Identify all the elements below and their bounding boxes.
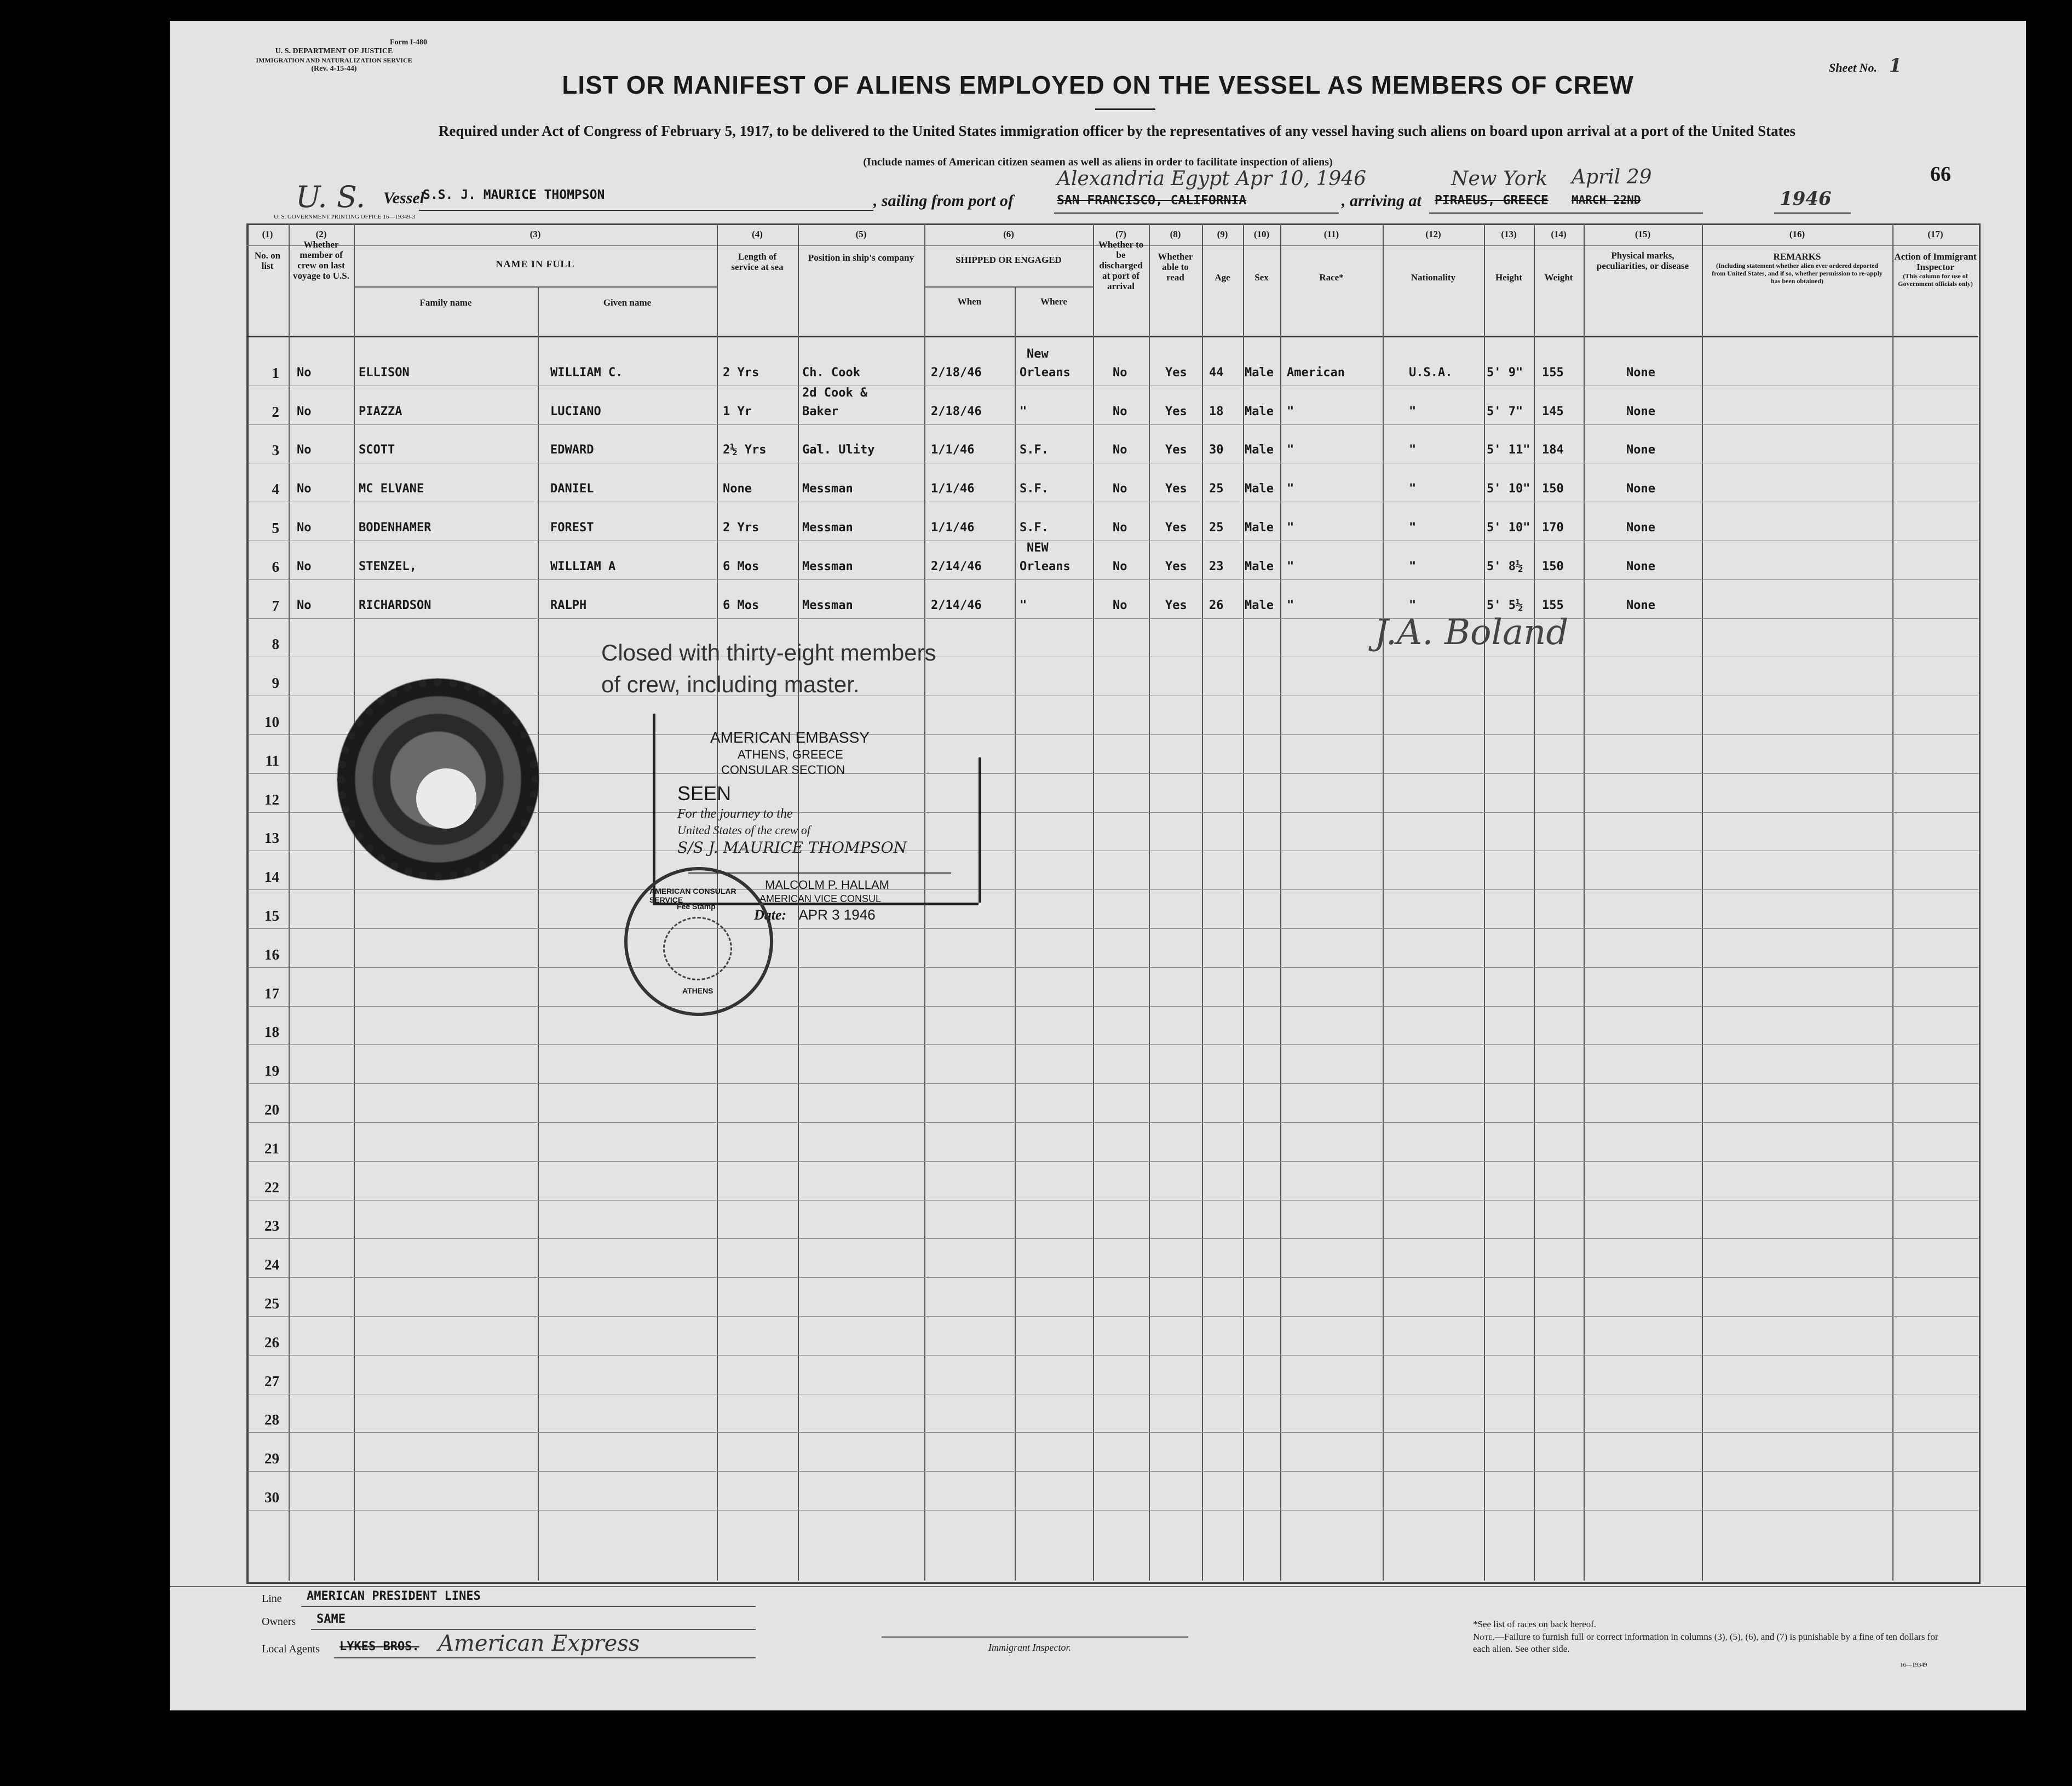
cell-nationality: "	[1409, 559, 1417, 573]
stamp-line2: ATHENS, GREECE	[738, 748, 843, 761]
col2-header: (2) Whether member of crew on last voyage to U.S.	[293, 229, 349, 281]
sheet-label: Sheet No.	[1829, 61, 1877, 74]
cell-physical-marks: None	[1626, 365, 1655, 380]
cell-able-to-read: Yes	[1165, 521, 1187, 535]
cell-physical-marks: None	[1626, 521, 1655, 535]
agents-label: Local Agents	[262, 1643, 320, 1655]
cell-shipped-when: 1/1/46	[931, 443, 975, 457]
revision: (Rev. 4-15-44)	[311, 65, 357, 73]
cell-shipped-where: Orleans	[1020, 559, 1070, 573]
cell-shipped-when: 2/18/46	[931, 365, 982, 380]
col5-header: (5) Position in ship's company	[808, 229, 914, 263]
cell-service: 2 Yrs	[723, 365, 759, 380]
cell-given-name: WILLIAM A	[550, 559, 616, 573]
cell-height: 5' 8½	[1487, 559, 1523, 573]
row-number: 29	[264, 1450, 279, 1467]
col4-header: (4) Length of service at sea	[731, 229, 784, 272]
page-title: LIST OR MANIFEST OF ALIENS EMPLOYED ON THE VESSEL AS MEMBERS OF CREW	[562, 71, 1634, 99]
col9-header: (9) Age	[1215, 229, 1230, 283]
row-rule	[248, 424, 1978, 425]
col17-header: (17) Action of Immigrant Inspector (This column for use of Government officials only)	[1894, 229, 1977, 288]
cell-weight: 150	[1542, 559, 1564, 573]
fee-stamp-outer: AMERICAN CONSULAR SERVICE	[649, 887, 736, 904]
vessel-hand-prefix: U. S.	[296, 180, 366, 214]
cell-physical-marks: None	[1626, 404, 1655, 418]
row-number: 30	[264, 1489, 279, 1506]
cell-weight: 155	[1542, 365, 1564, 380]
cell-family-name: PIAZZA	[359, 404, 402, 418]
col-divider	[1584, 223, 1585, 1581]
service: IMMIGRATION AND NATURALIZATION SERVICE	[256, 56, 412, 64]
cell-position-line1: 2d Cook &	[802, 386, 868, 400]
row-rule	[248, 1355, 1978, 1356]
owners-underline	[311, 1629, 756, 1630]
stamp-seen: SEEN	[677, 782, 732, 805]
form-code: 16—19349	[1900, 1662, 1927, 1668]
cell-able-to-read: Yes	[1165, 559, 1187, 573]
row-rule	[248, 1471, 1978, 1472]
page-subtitle: Required under Act of Congress of February 5, 1917, to be delivered to the United States immigration officer by the representatives of any vessel having such aliens on board upon arrival at a port of the United States	[438, 123, 1796, 139]
department: U. S. DEPARTMENT OF JUSTICE	[275, 47, 393, 55]
row-number: 27	[264, 1372, 279, 1389]
row-number: 16	[264, 946, 279, 963]
row-number: 2	[272, 403, 279, 420]
row-number: 20	[264, 1101, 279, 1118]
cell-height: 5' 7"	[1487, 404, 1523, 418]
col-divider	[1484, 223, 1485, 1581]
cell-last-voyage: No	[297, 521, 312, 535]
col-divider	[354, 223, 355, 1581]
page-subtitle-note: (Include names of American citizen seamen as well as aliens in order to facilitate inspection of aliens)	[863, 156, 1333, 168]
vessel-name: S.S. J. MAURICE THOMPSON	[423, 188, 605, 202]
cell-family-name: STENZEL,	[359, 559, 417, 573]
vessel-label: Vessel	[383, 189, 424, 207]
cell-last-voyage: No	[297, 443, 312, 457]
row-rule	[248, 1277, 1978, 1278]
date-handwritten: April 29	[1572, 166, 1652, 188]
row-number: 14	[264, 869, 279, 886]
cell-race: "	[1287, 598, 1294, 612]
cell-height: 5' 9"	[1487, 365, 1523, 380]
corner-number: 66	[1930, 163, 1951, 186]
cell-nationality: "	[1409, 443, 1417, 457]
row-number: 24	[264, 1256, 279, 1273]
cell-service: 2½ Yrs	[723, 443, 767, 457]
cell-weight: 184	[1542, 443, 1564, 457]
cell-sex: Male	[1245, 404, 1274, 418]
row-rule	[248, 1006, 1978, 1007]
stamp-vessel: S/S J. MAURICE THOMPSON	[677, 839, 907, 857]
crew-table	[246, 223, 1981, 1584]
col-divider	[289, 223, 290, 1581]
col-divider	[1243, 223, 1244, 1581]
agents-underline	[334, 1657, 756, 1658]
cell-service: 6 Mos	[723, 559, 759, 573]
row-rule	[248, 889, 1978, 890]
cell-family-name: ELLISON	[359, 365, 410, 380]
cell-race: American	[1287, 365, 1345, 380]
owners-label: Owners	[262, 1616, 296, 1628]
closed-note-line2: of crew, including master.	[601, 671, 860, 697]
cell-race: "	[1287, 404, 1294, 418]
col-divider	[1149, 223, 1150, 1581]
cell-age: 23	[1209, 559, 1224, 573]
fine-note	[1473, 1631, 1944, 1655]
vessel-underline	[419, 210, 873, 211]
row-number: 1	[272, 364, 279, 381]
cell-able-to-read: Yes	[1165, 365, 1187, 380]
cell-discharged: No	[1113, 443, 1127, 457]
cell-age: 44	[1209, 365, 1224, 380]
cell-last-voyage: No	[297, 365, 312, 380]
cell-height: 5' 5½	[1487, 598, 1523, 612]
cell-weight: 155	[1542, 598, 1564, 612]
stamp-date-label: Date:	[754, 907, 787, 923]
cell-age: 25	[1209, 521, 1224, 535]
cell-shipped-where: "	[1020, 598, 1027, 612]
cell-family-name: RICHARDSON	[359, 598, 431, 612]
cell-race: "	[1287, 482, 1294, 496]
manifest-page	[170, 21, 2026, 1710]
cell-last-voyage: No	[297, 598, 312, 612]
cell-position: Ch. Cook	[802, 365, 860, 380]
footer-rule	[170, 1586, 2026, 1587]
row-rule	[248, 1122, 1978, 1123]
cell-discharged: No	[1113, 365, 1127, 380]
cell-position: Messman	[802, 559, 853, 573]
cell-sex: Male	[1245, 559, 1274, 573]
line-underline	[301, 1606, 756, 1607]
cell-last-voyage: No	[297, 404, 312, 418]
row-number: 11	[265, 752, 279, 769]
cell-nationality: "	[1409, 598, 1417, 612]
col13-header: (13) Height	[1495, 229, 1523, 283]
sailing-label: , sailing from port of	[873, 192, 1014, 210]
row-rule	[248, 1510, 1978, 1511]
cell-position: Messman	[802, 482, 853, 496]
cell-sex: Male	[1245, 482, 1274, 496]
stamp-line3: CONSULAR SECTION	[721, 763, 845, 777]
stamp-officer-title: AMERICAN VICE CONSUL	[759, 893, 882, 904]
sheet-value: 1	[1889, 55, 1902, 77]
row-number: 19	[264, 1063, 279, 1079]
row-number: 17	[264, 985, 279, 1002]
cell-nationality: "	[1409, 521, 1417, 535]
cell-weight: 170	[1542, 521, 1564, 535]
arriving-port: PIRAEUS, GREECE	[1435, 193, 1549, 208]
cell-shipped-where-line1: New	[1027, 347, 1049, 361]
col15-header: (15) Physical marks, peculiarities, or disease	[1596, 229, 1689, 271]
cell-shipped-when: 1/1/46	[931, 521, 975, 535]
cell-nationality: "	[1409, 482, 1417, 496]
line-value: AMERICAN PRESIDENT LINES	[307, 1589, 481, 1603]
cell-race: "	[1287, 559, 1294, 573]
cell-given-name: LUCIANO	[550, 404, 601, 418]
col-divider	[1534, 223, 1535, 1581]
embossed-seal	[334, 675, 542, 883]
row-rule	[248, 928, 1978, 929]
cell-sex: Male	[1245, 598, 1274, 612]
cell-physical-marks: None	[1626, 482, 1655, 496]
closed-note	[601, 637, 936, 700]
row-rule	[248, 1083, 1978, 1084]
cell-discharged: No	[1113, 404, 1127, 418]
cell-physical-marks: None	[1626, 598, 1655, 612]
cell-able-to-read: Yes	[1165, 404, 1187, 418]
row-number: 4	[272, 481, 279, 498]
cell-shipped-when: 2/18/46	[931, 404, 982, 418]
agents-handwritten: American Express	[438, 1631, 640, 1656]
cell-given-name: WILLIAM C.	[550, 365, 623, 380]
cell-given-name: FOREST	[550, 521, 594, 535]
col10-header: (10) Sex	[1253, 229, 1270, 283]
cell-family-name: BODENHAMER	[359, 521, 431, 535]
cell-position: Messman	[802, 521, 853, 535]
cell-height: 5' 10"	[1487, 521, 1530, 535]
cell-race: "	[1287, 443, 1294, 457]
owners-value: SAME	[316, 1612, 346, 1626]
cell-weight: 150	[1542, 482, 1564, 496]
row-number: 3	[272, 442, 279, 459]
row-number: 7	[272, 597, 279, 614]
cell-race: "	[1287, 521, 1294, 535]
cell-discharged: No	[1113, 482, 1127, 496]
col12-header: (12) Nationality	[1411, 229, 1456, 283]
fine-note-text: —Failure to furnish full or correct information in columns (3), (5), (6), and (7) is punishable by a fine of ten dollars for each alien. See other side.	[1473, 1632, 1938, 1654]
shipped-sub-rule	[924, 286, 1093, 288]
date-underline	[1561, 213, 1692, 214]
col6-where-header: Where	[1040, 296, 1067, 307]
row-rule	[248, 1200, 1978, 1201]
cell-position: Baker	[802, 404, 839, 418]
cell-discharged: No	[1113, 559, 1127, 573]
inspector-rule	[882, 1636, 1188, 1638]
row-number: 12	[264, 791, 279, 808]
cell-position: Messman	[802, 598, 853, 612]
cell-last-voyage: No	[297, 482, 312, 496]
cell-able-to-read: Yes	[1165, 443, 1187, 457]
cell-height: 5' 10"	[1487, 482, 1530, 496]
cell-age: 25	[1209, 482, 1224, 496]
col-divider	[1383, 223, 1384, 1581]
fee-stamp-center	[663, 917, 732, 980]
cell-discharged: No	[1113, 521, 1127, 535]
inspector-signature: J.A. Boland	[1374, 612, 1569, 653]
col-divider	[538, 286, 539, 1581]
cell-nationality: "	[1409, 404, 1417, 418]
row-number: 23	[264, 1218, 279, 1234]
cell-height: 5' 11"	[1487, 443, 1530, 457]
arrival-date: MARCH 22ND	[1572, 193, 1641, 206]
title-underline	[1095, 108, 1155, 110]
row-rule	[248, 967, 1978, 968]
cell-service: 6 Mos	[723, 598, 759, 612]
arriving-handwritten: New York	[1451, 168, 1548, 190]
row-number: 28	[264, 1411, 279, 1428]
closed-note-line1: Closed with thirty-eight members	[601, 640, 936, 665]
cell-shipped-where: Orleans	[1020, 365, 1070, 380]
col-divider	[1093, 223, 1094, 1581]
row-number: 9	[272, 675, 279, 692]
stamp-officer: MALCOLM P. HALLAM	[765, 878, 890, 892]
sailing-handwritten: Alexandria Egypt Apr 10, 1946	[1057, 168, 1367, 190]
cell-physical-marks: None	[1626, 443, 1655, 457]
cell-age: 26	[1209, 598, 1224, 612]
cell-shipped-where-line1: NEW	[1027, 541, 1049, 555]
cell-shipped-where: S.F.	[1020, 521, 1049, 535]
stamp-journey1: For the journey to the	[677, 807, 793, 821]
cell-last-voyage: No	[297, 559, 312, 573]
row-number: 15	[264, 908, 279, 924]
form-info	[241, 38, 427, 73]
row-number: 5	[272, 520, 279, 536]
cell-given-name: EDWARD	[550, 443, 594, 457]
row-rule	[248, 1044, 1978, 1045]
cell-able-to-read: Yes	[1165, 598, 1187, 612]
col3-given-header: Given name	[603, 297, 652, 308]
seal-center	[416, 768, 476, 829]
cell-given-name: DANIEL	[550, 482, 594, 496]
cell-sex: Male	[1245, 365, 1274, 380]
fee-stamp-inner: Fee Stamp	[677, 902, 716, 911]
arriving-label: , arriving at	[1342, 192, 1421, 210]
cell-shipped-where: S.F.	[1020, 443, 1049, 457]
inspector-label: Immigrant Inspector.	[988, 1642, 1071, 1653]
cell-weight: 145	[1542, 404, 1564, 418]
stamp-line1: AMERICAN EMBASSY	[710, 729, 870, 746]
cell-service: 1 Yr	[723, 404, 752, 418]
sailing-port: SAN FRANCISCO, CALIFORNIA	[1057, 193, 1247, 208]
row-rule	[248, 618, 1978, 619]
col-divider	[1280, 223, 1281, 1581]
cell-given-name: RALPH	[550, 598, 587, 612]
cell-position: Gal. Ulity	[802, 443, 875, 457]
cell-family-name: MC ELVANE	[359, 482, 424, 496]
col14-header: (14) Weight	[1544, 229, 1573, 283]
arrival-year: 1946	[1780, 188, 1832, 210]
agents-typed: LYKES BROS.	[339, 1640, 419, 1653]
col8-header: (8) Whether able to read	[1158, 229, 1193, 283]
header-bottom-rule	[246, 336, 1978, 337]
name-sub-rule	[354, 286, 717, 288]
sailing-underline	[1054, 213, 1339, 214]
cell-age: 30	[1209, 443, 1224, 457]
fee-stamp-bottom: ATHENS	[682, 986, 713, 995]
col6-header: (6) SHIPPED OR ENGAGED	[956, 229, 1062, 265]
consular-stamp-right	[979, 757, 981, 903]
line-label: Line	[262, 1593, 282, 1605]
col7-header: (7) Whether to be discharged at port of arrival	[1098, 229, 1144, 291]
cell-shipped-when: 2/14/46	[931, 598, 982, 612]
cell-shipped-where: S.F.	[1020, 482, 1049, 496]
row-number: 8	[272, 636, 279, 653]
cell-service: None	[723, 482, 752, 496]
stamp-journey2: United States of the crew of	[677, 823, 810, 837]
col-divider	[1702, 223, 1703, 1581]
stamp-date-value: APR 3 1946	[798, 906, 876, 923]
cell-discharged: No	[1113, 598, 1127, 612]
row-number: 10	[264, 714, 279, 730]
cell-age: 18	[1209, 404, 1224, 418]
cell-shipped-when: 2/14/46	[931, 559, 982, 573]
col-divider	[1892, 223, 1893, 1581]
cell-shipped-where: "	[1020, 404, 1027, 418]
printing-office: U. S. GOVERNMENT PRINTING OFFICE 16—19349-3	[274, 214, 416, 220]
cell-sex: Male	[1245, 443, 1274, 457]
row-number: 22	[264, 1179, 279, 1196]
col3-family-header: Family name	[419, 297, 472, 308]
cell-family-name: SCOTT	[359, 443, 395, 457]
col1-header: (1) No. on list	[254, 229, 281, 271]
row-number: 18	[264, 1024, 279, 1041]
cell-nationality: U.S.A.	[1409, 365, 1453, 380]
cell-service: 2 Yrs	[723, 521, 759, 535]
cell-shipped-when: 1/1/46	[931, 482, 975, 496]
cell-physical-marks: None	[1626, 559, 1655, 573]
row-number: 21	[264, 1140, 279, 1157]
row-number: 25	[264, 1295, 279, 1312]
row-rule	[248, 1238, 1978, 1239]
year-underline	[1774, 213, 1851, 214]
row-number: 13	[264, 830, 279, 847]
fee-stamp	[624, 867, 773, 1016]
row-rule	[248, 579, 1978, 580]
stamp-date	[754, 906, 876, 923]
col3-header: (3) NAME IN FULL	[496, 229, 575, 269]
form-number: Form I-480	[389, 38, 427, 47]
races-note: *See list of races on back hereof.	[1473, 1619, 1597, 1629]
col-divider	[1015, 286, 1016, 1581]
row-number: 26	[264, 1334, 279, 1351]
col-divider	[1202, 223, 1203, 1581]
fine-note-label: Note.	[1473, 1632, 1495, 1642]
row-number: 6	[272, 558, 279, 575]
cell-sex: Male	[1245, 521, 1274, 535]
cell-able-to-read: Yes	[1165, 482, 1187, 496]
row-rule	[248, 1316, 1978, 1317]
col11-header: (11) Race*	[1319, 229, 1344, 283]
col16-header: (16) REMARKS (Including statement whether alien ever ordered deported from United States, and if so, whether permission to re-apply has been obtained)	[1712, 229, 1883, 285]
row-rule	[248, 1161, 1978, 1162]
col6-when-header: When	[957, 296, 982, 307]
row-rule	[248, 1432, 1978, 1433]
